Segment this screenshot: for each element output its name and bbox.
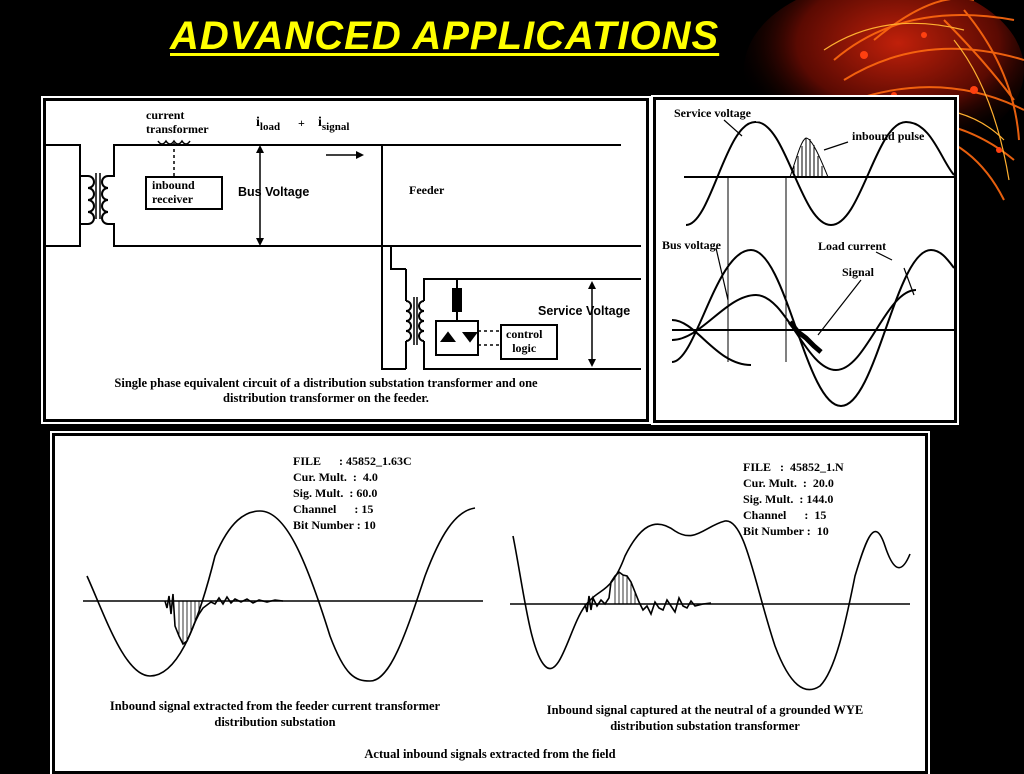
bus-voltage-wave-label: Bus voltage <box>662 238 722 252</box>
right-plot-caption: Inbound signal captured at the neutral of a grounded WYE distribution substation transformer <box>546 703 864 733</box>
i-load-label: $i_{load}$ <box>256 115 281 133</box>
slide-title: ADVANCED APPLICATIONS <box>170 14 720 58</box>
left-bit-number-row: Bit Number : 10 <box>293 518 376 532</box>
inbound-pulse-label: inbound pulse <box>852 129 925 143</box>
bus-voltage-label: Bus Voltage <box>238 185 310 199</box>
plus-sign: + <box>298 116 305 130</box>
circuit-schematic <box>46 101 646 419</box>
left-channel-row: Channel : 15 <box>293 502 374 516</box>
right-file-row: FILE : 45852_1.N <box>743 460 844 474</box>
feeder-label: Feeder <box>409 183 445 197</box>
circuit-diagram-panel <box>43 98 649 422</box>
service-voltage-label: Service Voltage <box>538 304 631 318</box>
field-signals-panel <box>52 433 928 774</box>
right-channel-row: Channel : 15 <box>743 508 827 522</box>
inbound-receiver-label: inbound receiver <box>152 178 195 206</box>
signal-label: Signal <box>842 265 875 279</box>
left-file-row: FILE : 45852_1.63C <box>293 454 412 468</box>
load-current-label: Load current <box>818 239 887 253</box>
control-logic-label: control logic <box>506 327 543 355</box>
waveform-sketch <box>656 100 954 420</box>
i-signal-label: $i_{signal}$ <box>318 115 350 133</box>
waveform-diagram-panel <box>653 97 957 423</box>
left-sig-mult-row: Sig. Mult. : 60.0 <box>293 486 378 500</box>
left-plot-caption: Inbound signal extracted from the feeder current transformer distribution substation <box>109 699 441 729</box>
right-cur-mult-row: Cur. Mult. : 20.0 <box>743 476 834 490</box>
left-cur-mult-row: Cur. Mult. : 4.0 <box>293 470 378 484</box>
service-voltage-wave-label: Service voltage <box>674 106 751 120</box>
right-sig-mult-row: Sig. Mult. : 144.0 <box>743 492 834 506</box>
field-bottom-caption: Actual inbound signals extracted from the field <box>364 747 616 761</box>
right-bit-number-row: Bit Number : 10 <box>743 524 829 538</box>
current-transformer-label: current transformer <box>146 108 209 136</box>
circuit-caption: Single phase equivalent circuit of a distribution substation transformer and one distribution transformer on the feeder. <box>114 376 538 405</box>
